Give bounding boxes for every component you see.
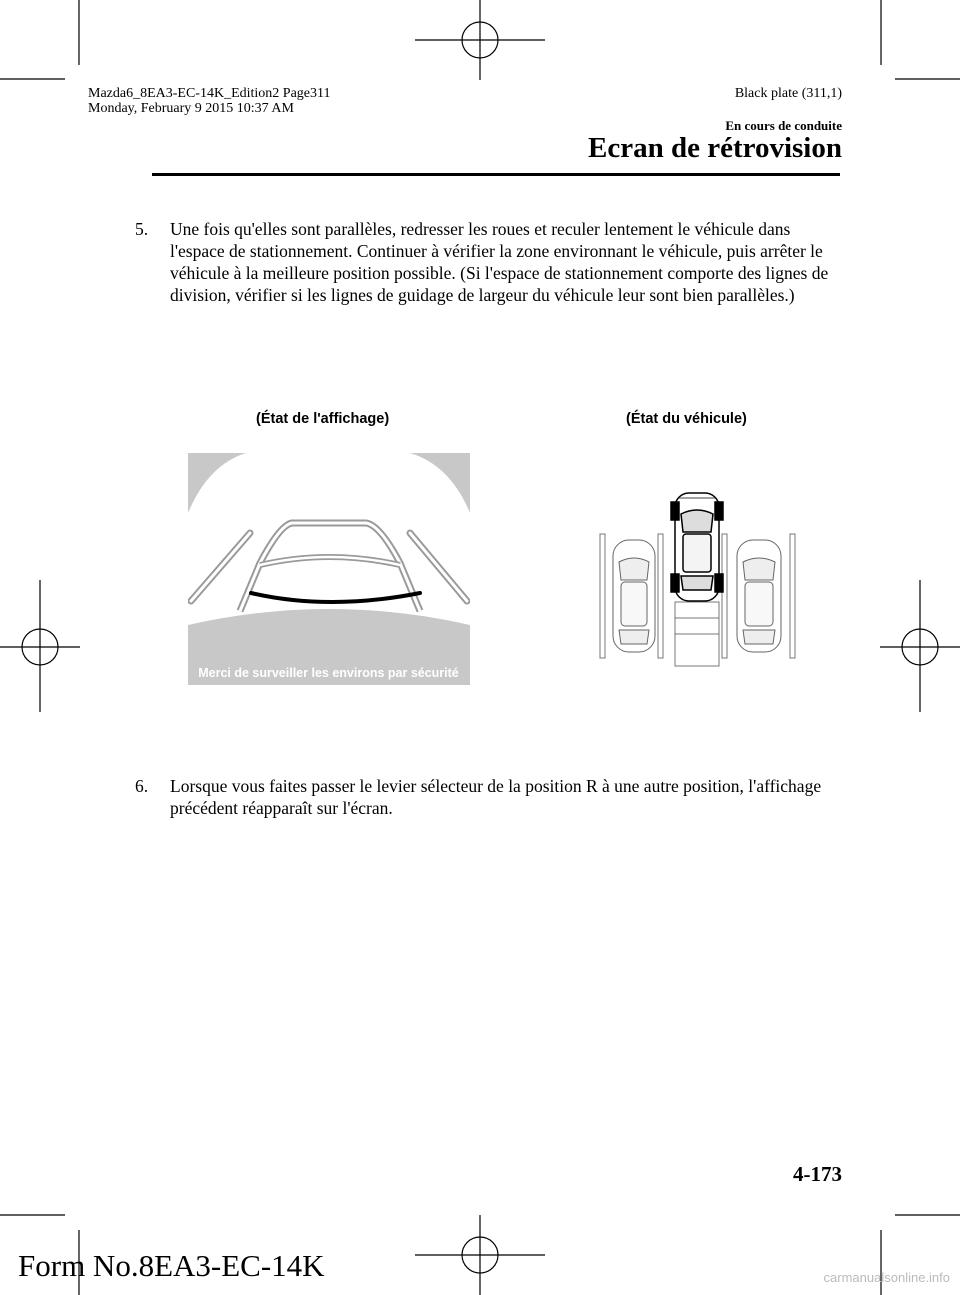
- page-number: 4-173: [793, 1162, 842, 1186]
- left-parked-car: [613, 540, 655, 652]
- print-date-label: Monday, February 9 2015 10:37 AM: [88, 101, 294, 116]
- right-parked-car: [737, 540, 781, 652]
- step-text: Une fois qu'elles sont parallèles, redresser les roues et reculer lentement le véhicule dans l'espace de stationnement. Continuer à vérifier la zone environnant le véhicule, puis arrêter le véhicule à la meilleure position possible. (Si l'espace de stationnement comporte des lignes de division, vérifier si les lignes de guidage de largeur du véhicule leur sont bien parallèles.): [170, 219, 829, 305]
- vehicle-state-illustration: [595, 488, 800, 668]
- step-number: 6.: [135, 776, 149, 796]
- section-subtitle: En cours de conduite: [725, 118, 842, 133]
- print-plate-label: Black plate (311,1): [734, 86, 842, 101]
- rearview-display-illustration: [188, 453, 470, 685]
- step-text: Lorsque vous faites passer le levier sélecteur de la position R à une autre position, l'affichage précédent réapparaît sur l'écran.: [170, 776, 822, 818]
- vehicle-caption: (État du véhicule): [626, 411, 747, 427]
- section-title: Ecran de rétrovision: [588, 132, 842, 164]
- step-6: [135, 775, 845, 819]
- own-vehicle: [671, 493, 723, 601]
- screen-safety-message: Merci de surveiller les environs par sécurité: [198, 666, 459, 680]
- display-caption: (État de l'affichage): [256, 411, 390, 427]
- step-number: 5.: [135, 219, 149, 239]
- print-file-label: Mazda6_8EA3-EC-14K_Edition2 Page311: [88, 86, 331, 101]
- step-5: [135, 218, 845, 306]
- watermark: carmanualsonline.info: [823, 1270, 950, 1285]
- title-rule: [152, 173, 840, 176]
- form-number: Form No.8EA3-EC-14K: [18, 1248, 325, 1283]
